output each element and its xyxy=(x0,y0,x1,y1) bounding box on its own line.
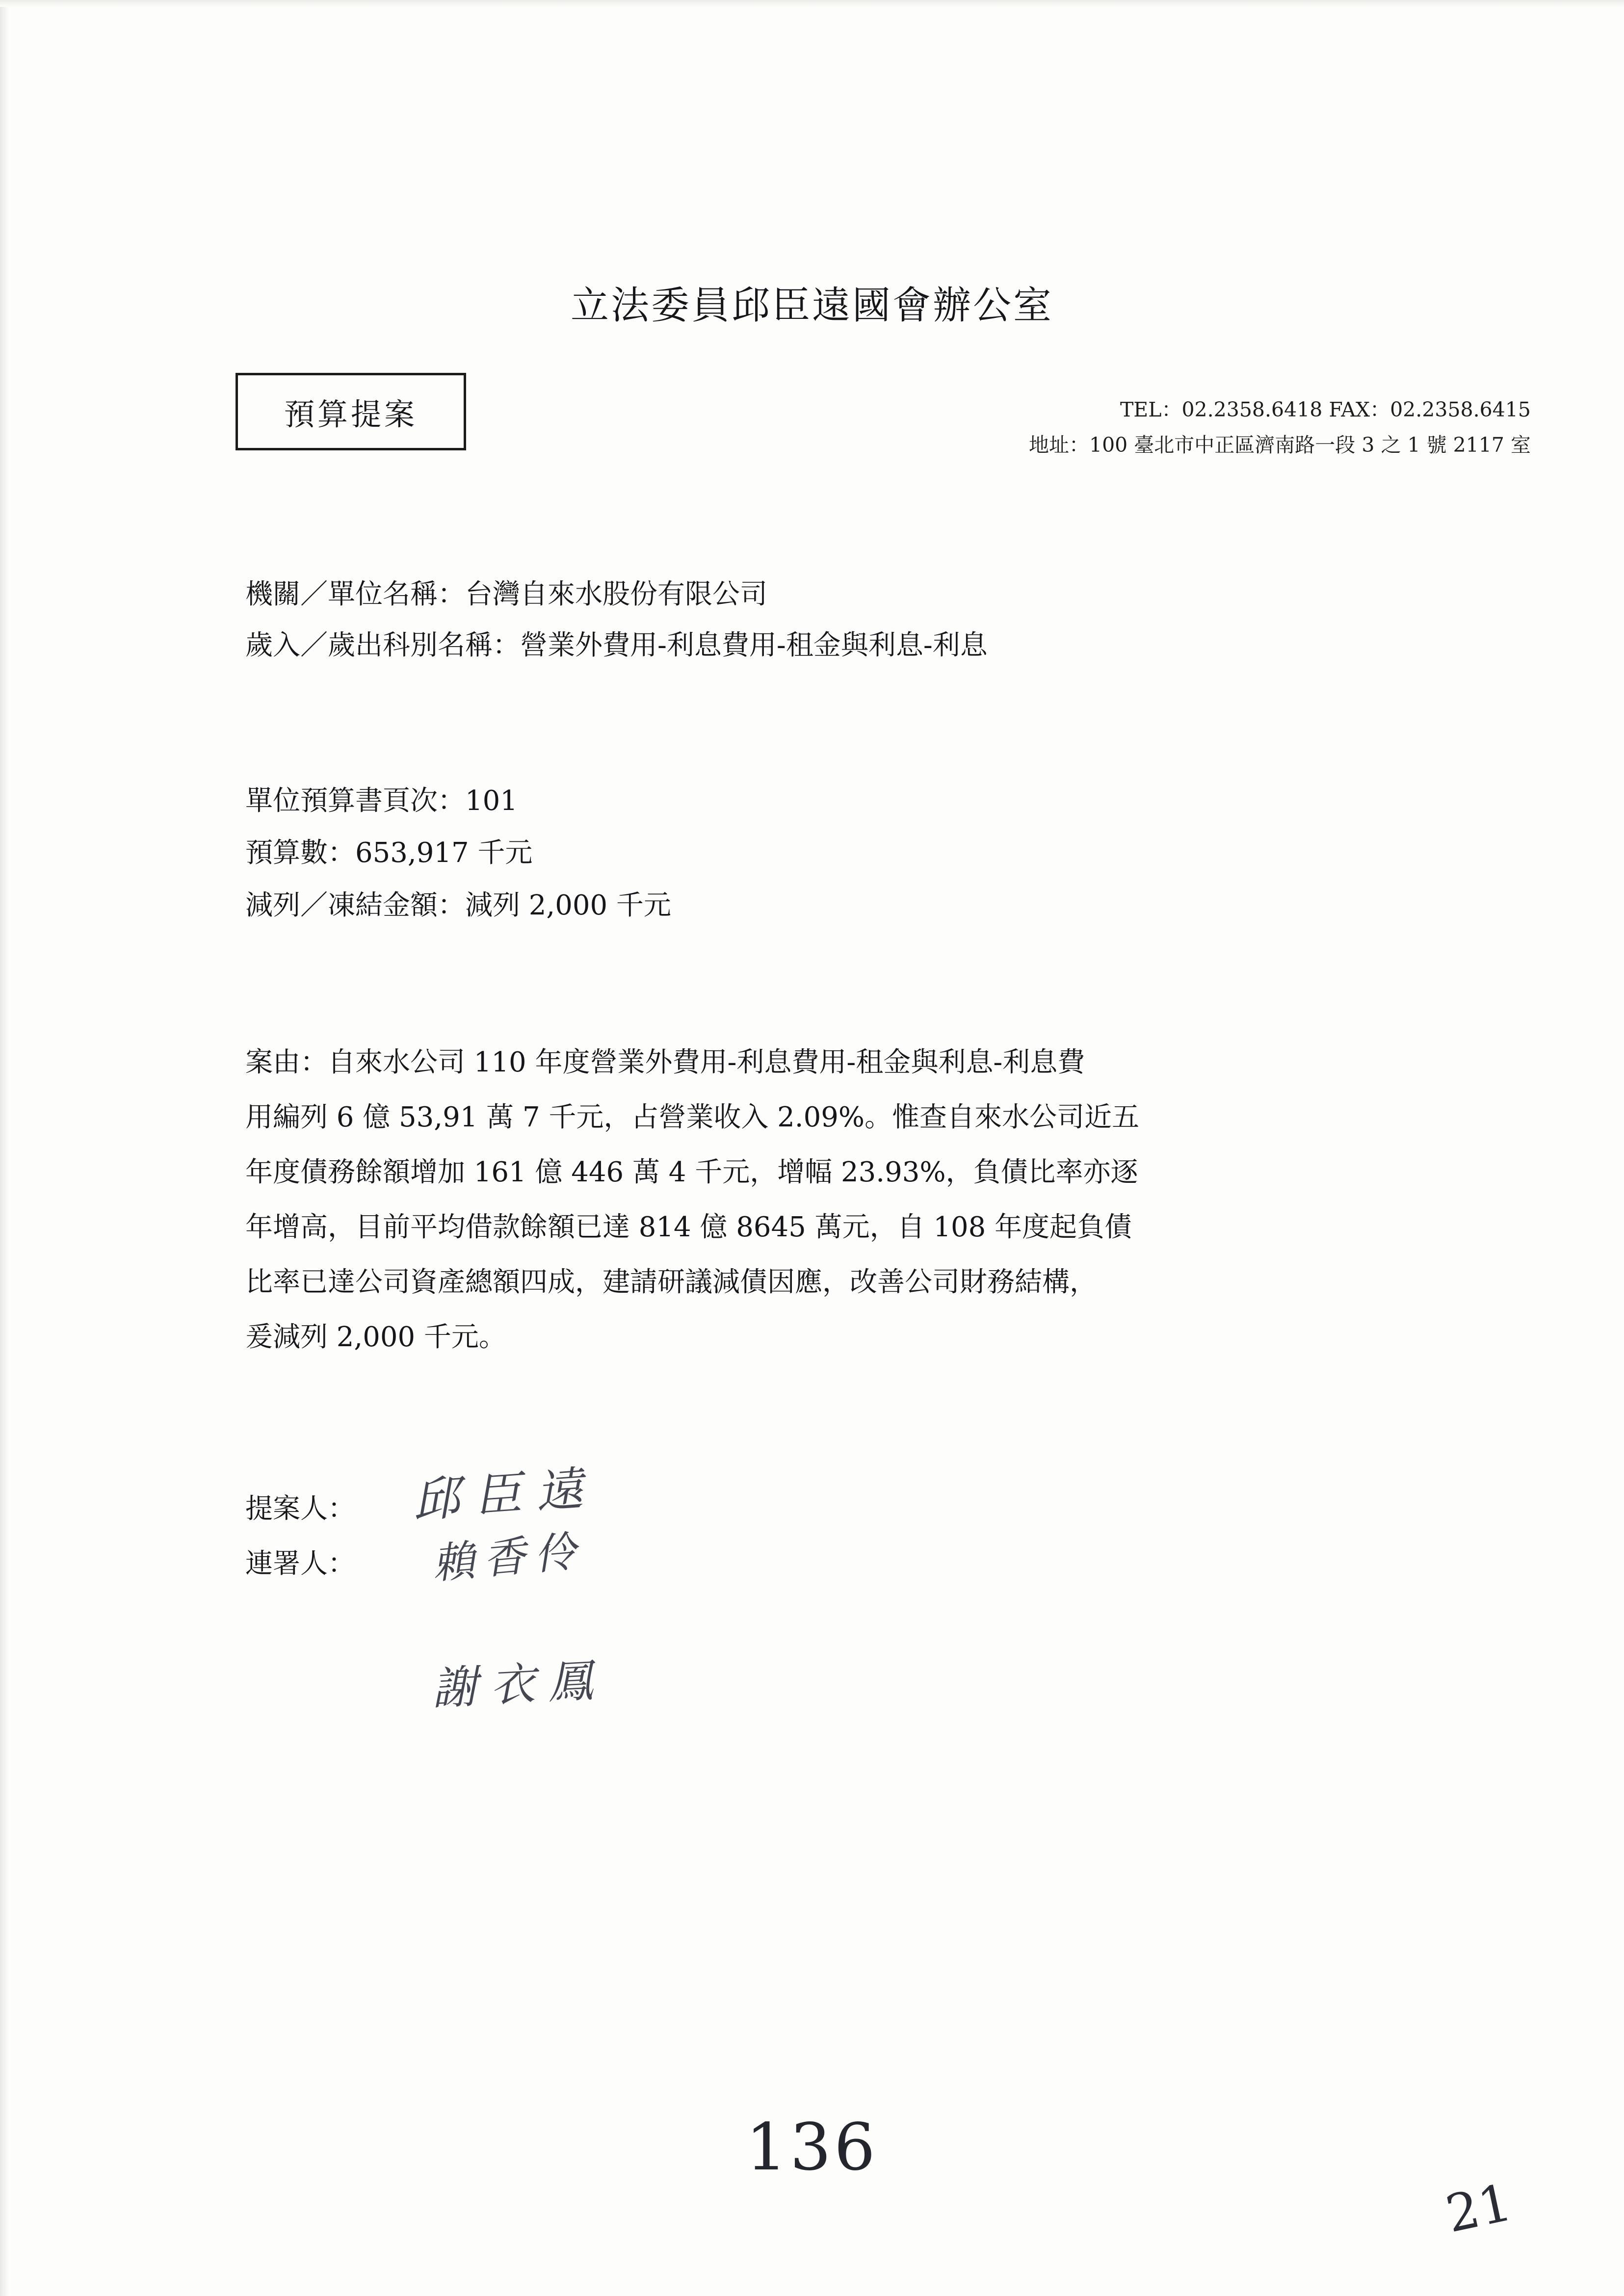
corner-annotation: 21 xyxy=(1441,2172,1517,2244)
case-reason-line-3: 年度債務餘額增加 161 億 446 萬 4 千元，增幅 23.93%，負債比率亦逐 xyxy=(245,1156,1138,1188)
case-reason-body xyxy=(245,1035,1403,1365)
signature-section xyxy=(245,1482,355,1592)
scan-edge-top xyxy=(0,0,1624,7)
budget-details xyxy=(245,775,671,932)
additional-signature-handwriting: 謝衣鳳 xyxy=(430,1653,607,1716)
budget-page-reference: 單位預算書頁次：101 xyxy=(245,785,518,817)
agency-fields xyxy=(245,569,988,671)
case-reason-line-5: 比率已達公司資產總額四成，建請研議減債因應，改善公司財務結構， xyxy=(245,1266,1097,1298)
proposer-label: 提案人： xyxy=(245,1493,355,1525)
case-reason-line-2: 用編列 6 億 53,91 萬 7 千元，占營業收入 2.09%。惟查自來水公司近五 xyxy=(245,1101,1140,1133)
contact-tel-fax: TEL：02.2358.6418 FAX：02.2358.6415 xyxy=(1120,398,1531,421)
case-reason-line-6: 爰減列 2,000 千元。 xyxy=(245,1321,506,1353)
cosigner-label: 連署人： xyxy=(245,1548,355,1580)
proposal-type-stamp: 預算提案 xyxy=(236,373,466,450)
contact-address: 地址：100 臺北市中正區濟南路一段 3 之 1 號 2117 室 xyxy=(1029,433,1531,457)
scan-edge-left xyxy=(0,0,9,2296)
case-reason-line-1: 案由：自來水公司 110 年度營業外費用-利息費用-租金與利息-利息費 xyxy=(245,1046,1085,1078)
cosigner-signature-handwriting: 賴香伶 xyxy=(430,1526,587,1589)
case-reason-line-4: 年增高，目前平均借款餘額已達 814 億 8645 萬元，自 108 年度起負債 xyxy=(245,1211,1132,1243)
proposer-signature-handwriting: 邱臣遠 xyxy=(411,1460,600,1529)
account-name-field: 歲入／歲出科別名稱：營業外費用-利息費用-租金與利息-利息 xyxy=(245,629,988,661)
cut-freeze-amount: 減列／凍結金額：減列 2,000 千元 xyxy=(245,889,671,921)
page-number: 136 xyxy=(746,2110,878,2185)
page-title: 立法委員邱臣遠國會辦公室 xyxy=(570,284,1053,328)
budget-amount: 預算數：653,917 千元 xyxy=(245,837,533,869)
contact-block xyxy=(1029,392,1531,463)
agency-name-field: 機關／單位名稱：台灣自來水股份有限公司 xyxy=(245,578,767,610)
